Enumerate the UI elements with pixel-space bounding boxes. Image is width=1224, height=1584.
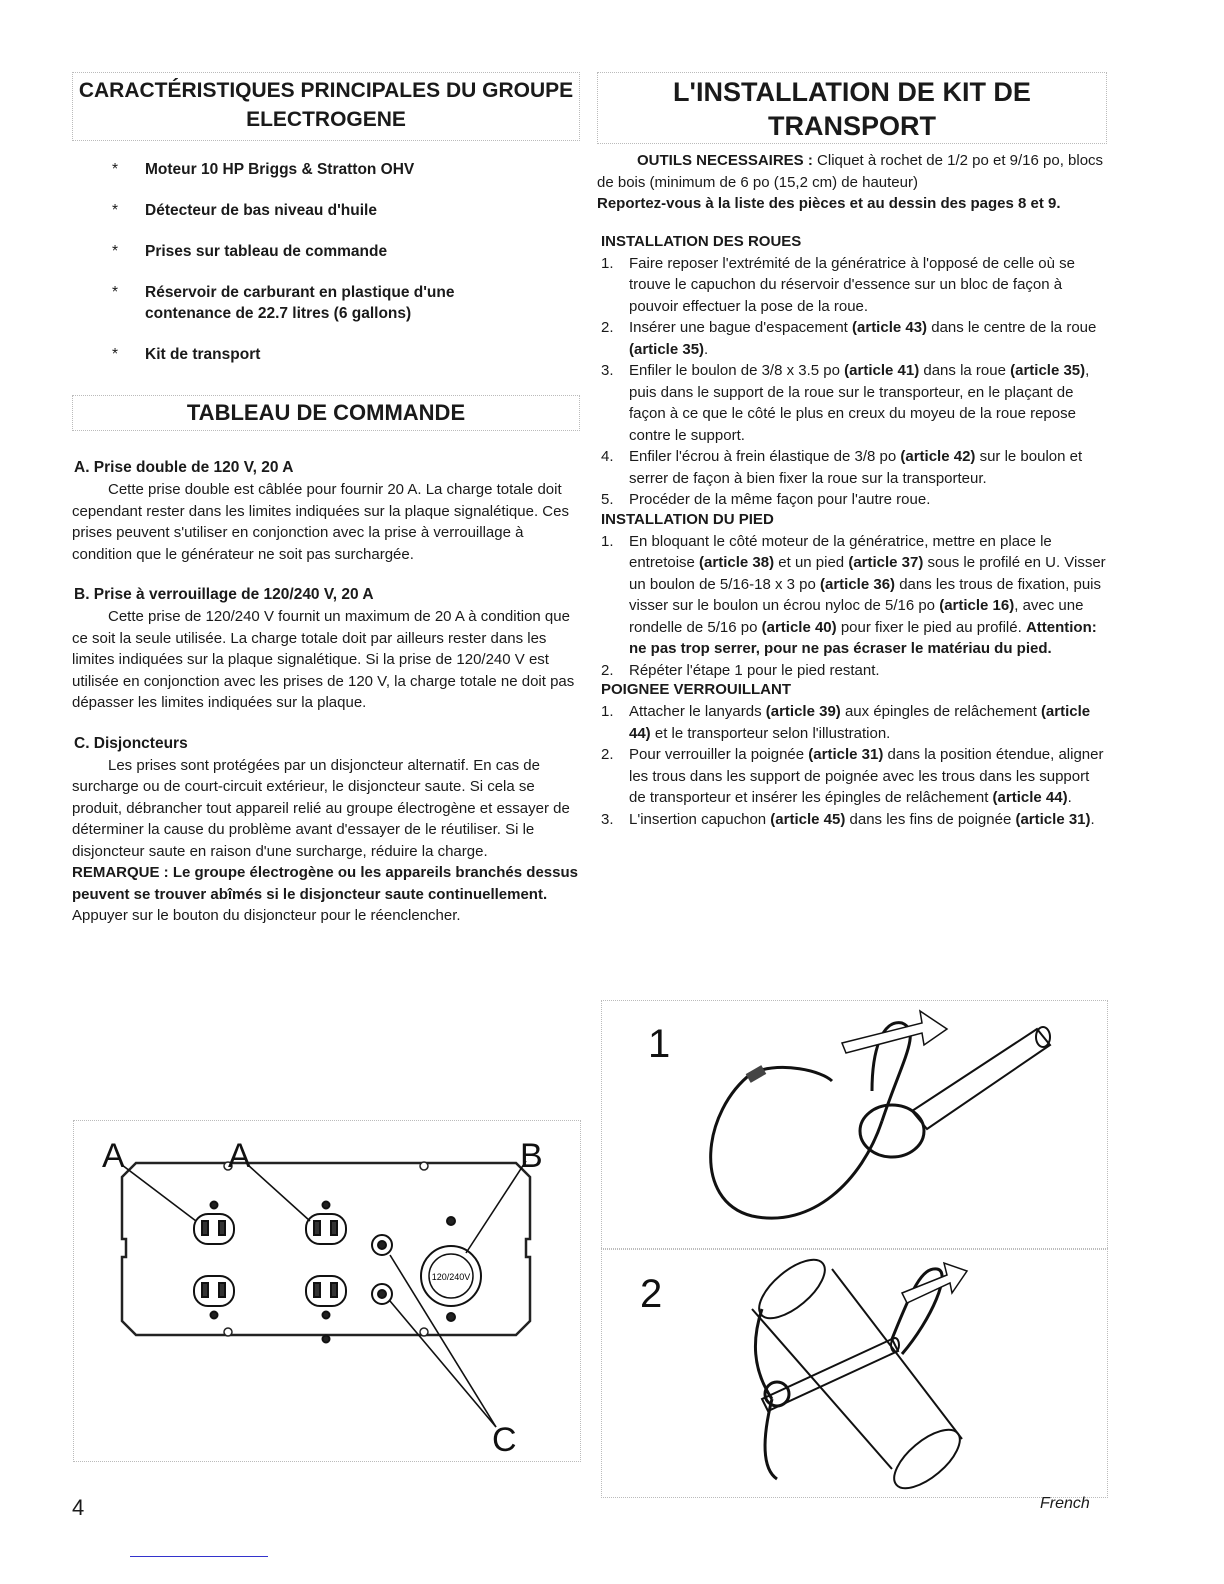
poignee-steps	[597, 701, 1107, 830]
figure-1	[601, 1000, 1108, 1250]
pin-lanyard-illustration-1	[602, 1001, 1107, 1249]
roues-heading: INSTALLATION DES ROUES	[601, 232, 802, 250]
section-c-body: Les prises sont protégées par un disjoncteur alternatif. En cas de surcharge ou de court-circuit extérieur, le disjoncteur saute. Si cela se produit, débrancher tout appareil relié au groupe électrogène et essayer de déterminer la cause du problème avant d'essayer de le réutiliser. Si le disjoncteur saute en raison d'une surcharge, réduire la charge.	[72, 756, 570, 860]
list-item: 4. Enfiler l'écrou à frein élastique de 3/8 po (article 42) sur le boulon et serrer de façon à bien fixer la roue sur la transporteur.	[601, 448, 1083, 487]
list-item	[98, 282, 580, 324]
bullet: *	[112, 284, 119, 301]
list-item: 1. En bloquant le côté moteur de la génératrice, mettre en place le entretoise (article 38) et un pied (article 37) sous le profilé en U. Visser un boulon de 5/16-18 x 3 po (article 36) dans les trous de fixation, puis visser sur le boulon un écrou nyloc de 5/16 po (article 16), avec une rondelle de 5/16 po (article 40) pour fixer le pied au profilé. Attention: ne pas trop serrer, pour ne pas écraser le matériau du pied.	[601, 532, 1106, 657]
list-item	[98, 200, 580, 221]
feature-text: Réservoir de carburant en plastique d'une contenance de 22.7 litres (6 gallons)	[145, 284, 455, 322]
right-column	[597, 72, 1107, 830]
section-c	[72, 735, 580, 927]
bullet: *	[112, 346, 119, 363]
refer-text: Reportez-vous à la liste des pièces et au dessin des pages 8 et 9.	[597, 195, 1061, 212]
list-item: 2. Insérer une bague d'espacement (article 43) dans le centre de la roue (article 35).	[601, 319, 1097, 358]
left-column	[72, 72, 580, 927]
list-item: 5. Procéder de la même façon pour l'autre roue.	[601, 491, 931, 508]
figure-1-number: 1	[648, 1022, 671, 1066]
list-item: 2. Pour verrouiller la poignée (article 31) dans la position étendue, aligner les trous dans les support de poignée avec les trous dans les support de transporteur et insérer les épingles de relâchement (article 44).	[601, 746, 1104, 806]
pied-heading: INSTALLATION DU PIED	[601, 510, 774, 528]
panel-heading	[72, 395, 580, 431]
poignee-heading: POIGNEE VERROUILLANT	[601, 681, 792, 698]
figure-2-number: 2	[640, 1272, 663, 1316]
bullet: *	[112, 202, 119, 219]
feature-text: Prises sur tableau de commande	[145, 243, 388, 260]
tools-label: OUTILS NECESSAIRES :	[637, 152, 813, 169]
figure-2	[601, 1248, 1108, 1498]
list-item	[98, 241, 580, 262]
feature-text: Détecteur de bas niveau d'huile	[145, 202, 377, 219]
features-heading	[72, 72, 580, 141]
label-a1: A	[102, 1137, 125, 1175]
feature-text: Moteur 10 HP Briggs & Stratton OHV	[145, 161, 415, 178]
tools-body: Cliquet à rochet de 1/2 po et 9/16 po, blocs de bois (minimum de 6 po (15,2 cm) de hauteur)	[597, 152, 1104, 191]
install-heading	[597, 72, 1107, 144]
list-item	[98, 159, 580, 180]
language-label: French	[1040, 1495, 1090, 1512]
lock-outlet-label: 120/240V	[431, 1272, 471, 1282]
section-b-text	[72, 606, 580, 714]
section-a-body: Cette prise double est câblée pour fournir 20 A. La charge totale doit cependant rester dans les limites indiquées sur la plaque signalétique. Ces prises peuvent s'utiliser en conjonction avec la prise à verrouillage à condition que le générateur ne soit pas surchargée.	[72, 481, 569, 563]
list-item	[98, 344, 580, 365]
label-a2: A	[228, 1137, 251, 1175]
control-panel-figure	[73, 1120, 581, 1462]
features-list	[98, 159, 580, 365]
roues-steps	[597, 253, 1107, 511]
list-item: 1. Attacher le lanyards (article 39) aux épingles de relâchement (article 44) et le transporteur selon l'illustration.	[601, 703, 1091, 742]
section-a-title: A. Prise double de 120 V, 20 A	[74, 459, 294, 476]
control-panel-diagram	[74, 1121, 580, 1461]
label-c: C	[492, 1421, 517, 1459]
section-b	[72, 586, 580, 714]
section-c-title: C. Disjoncteurs	[74, 734, 188, 752]
section-a-text	[72, 479, 580, 565]
list-item: 1. Faire reposer l'extrémité de la génératrice à l'opposé de celle où se trouve le capuchon du réservoir d'essence sur un bloc de façon à pouvoir effectuer la pose de la roue.	[601, 254, 1075, 315]
bottom-rule	[130, 1556, 268, 1557]
remarque-rest: Appuyer sur le bouton du disjoncteur pour le réenclencher.	[72, 907, 461, 924]
section-b-body: Cette prise de 120/240 V fournit un maximum de 20 A à condition que ce soit la seule utilisée. La charge totale doit par ailleurs rester dans les limites indiquées sur la plaque signalétique. Si la prise de 120/240 V est utilisée en conjonction avec les prises de 120 V, la charge totale ne doit pas dépasser les limites indiquées sur la plaque.	[72, 608, 575, 711]
list-item: 3. L'insertion capuchon (article 45) dans les fins de poignée (article 31).	[601, 810, 1095, 828]
features-heading-text: CARACTÉRISTIQUES PRINCIPALES DU GROUPE ELECTROGENE	[78, 79, 574, 131]
list-item: 2. Répéter l'étape 1 pour le pied restant.	[601, 661, 880, 679]
section-a	[72, 459, 580, 565]
panel-heading-text: TABLEAU DE COMMANDE	[186, 400, 466, 425]
install-heading-line2: TRANSPORT	[768, 111, 936, 141]
section-c-text	[72, 755, 580, 863]
bullet: *	[112, 243, 119, 260]
pin-lanyard-illustration-2	[602, 1249, 1107, 1497]
feature-text: Kit de transport	[145, 346, 261, 363]
install-heading-line1: L'INSTALLATION DE KIT DE	[673, 77, 1031, 107]
tools-text	[597, 150, 1107, 193]
remarque	[72, 862, 580, 927]
label-b: B	[520, 1137, 543, 1175]
section-b-title: B. Prise à verrouillage de 120/240 V, 20 A	[74, 586, 374, 603]
page-number: 4	[72, 1495, 85, 1520]
pied-steps	[597, 531, 1107, 682]
list-item: 3. Enfiler le boulon de 3/8 x 3.5 po (article 41) dans la roue (article 35), puis dans le support de la roue sur le transporteur, en le plaçant de façon à ce que le côté le plus en creux du moyeu de la roue repose contre le support.	[601, 362, 1090, 444]
bullet: *	[112, 161, 119, 178]
remarque-bold: REMARQUE : Le groupe électrogène ou les appareils branchés dessus peuvent se trouver abîmés si le disjoncteur saute continuellement.	[72, 864, 578, 903]
